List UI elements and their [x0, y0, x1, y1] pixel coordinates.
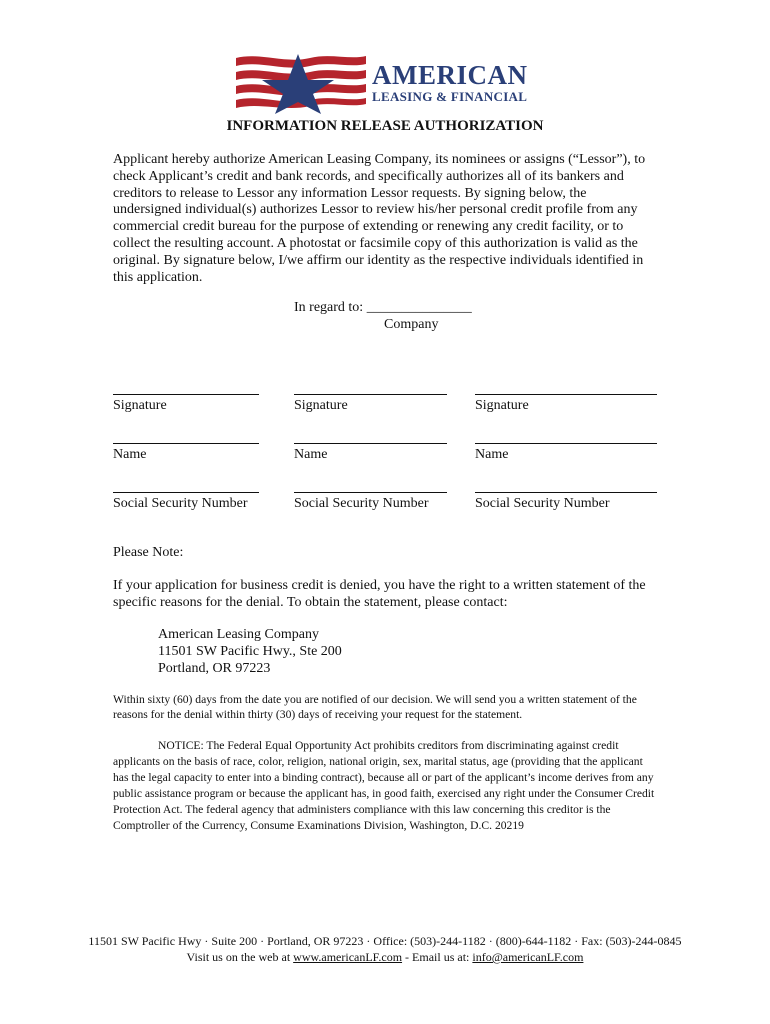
within-paragraph: Within sixty (60) days from the date you are notified of our decision. We will send you a written statement of the reasons for the denial within thirty (30) days of receiving your request for the statement. — [113, 693, 637, 722]
contact-address — [158, 627, 342, 677]
website-link[interactable]: www.americanLF.com — [293, 950, 403, 964]
signature-line-2[interactable] — [294, 394, 447, 395]
email-link[interactable]: info@americanLF.com — [472, 950, 584, 964]
name-line-2[interactable] — [294, 443, 447, 444]
ssn-line-2[interactable] — [294, 492, 447, 493]
notice-text: NOTICE: The Federal Equal Opportunity Act prohibits creditors from discriminating against credit applicants on the basis of race, color, religion, national origin, sex, marital status, age (providing that the applicant has the legal capacity to enter into a binding contract), because all or part of the applicant’s income derives from any public assistance program or because the applicant has, in good faith, exercised any right under the Consumer Credit Protection Act. The federal agency that administers compliance with this law concerning this creditor is the Comptroller of the Currency, Consume Examinations Division, Washington, D.C. 20219 — [113, 739, 655, 832]
footer-address-line: 11501 SW Pacific Hwy · Suite 200 · Portland, OR 97223 · Office: (503)-244-1182 · (800)-644-1182 · Fax: (503)-244-0845 — [88, 934, 682, 948]
logo-subtitle: LEASING & FINANCIAL — [372, 89, 528, 104]
page-title: INFORMATION RELEASE AUTHORIZATION — [226, 118, 544, 134]
ssn-label-1: Social Security Number — [113, 496, 248, 511]
ssn-label-2: Social Security Number — [294, 496, 429, 511]
footer-email-prefix: - Email us at: — [402, 950, 473, 964]
ssn-label-3: Social Security Number — [475, 496, 610, 511]
name-label-2: Name — [294, 447, 328, 462]
contact-street: 11501 SW Pacific Hwy., Ste 200 — [158, 643, 342, 659]
signature-label-1: Signature — [113, 398, 167, 413]
ssn-line-3[interactable] — [475, 492, 657, 493]
company-logo — [230, 50, 540, 115]
logo-name: AMERICAN — [372, 60, 528, 90]
ssn-line-1[interactable] — [113, 492, 259, 493]
signature-line-3[interactable] — [475, 394, 657, 395]
contact-company: American Leasing Company — [158, 627, 319, 642]
signature-label-2: Signature — [294, 398, 348, 413]
signature-line-1[interactable] — [113, 394, 259, 395]
denial-paragraph: If your application for business credit is denied, you have the right to a written statement of the specific reasons for the denial. To obtain the statement, please contact: — [113, 578, 646, 610]
contact-city: Portland, OR 97223 — [158, 660, 271, 676]
name-label-3: Name — [475, 447, 509, 462]
name-label-1: Name — [113, 447, 147, 462]
in-regard-to-label: In regard to: _______________ — [294, 300, 472, 315]
signature-label-3: Signature — [475, 398, 529, 413]
flag-star-icon — [230, 50, 370, 115]
footer — [0, 933, 770, 965]
footer-contact-line — [0, 949, 770, 965]
company-caption: Company — [384, 317, 439, 332]
name-line-3[interactable] — [475, 443, 657, 444]
authorization-paragraph: Applicant hereby authorize American Leasing Company, its nominees or assigns (“Lessor”), to check Applicant’s credit and bank records, and specifically authorizes all of its bankers and creditors to release to Lessor any information Lessor requests. By signing below, the undersigned individual(s) authorizes Lessor to review his/her personal credit profile from any commercial credit bureau for the purpose of extending or renewing any credit facility, or to collect the resulting account. A photostat or facsimile copy of this authorization is valid as the original. By signature below, I/we affirm our identity as the respective individuals identified in this application. — [113, 152, 646, 285]
please-note-label: Please Note: — [113, 545, 184, 560]
footer-web-prefix: Visit us on the web at — [186, 950, 294, 964]
notice-paragraph — [113, 738, 658, 834]
name-line-1[interactable] — [113, 443, 259, 444]
